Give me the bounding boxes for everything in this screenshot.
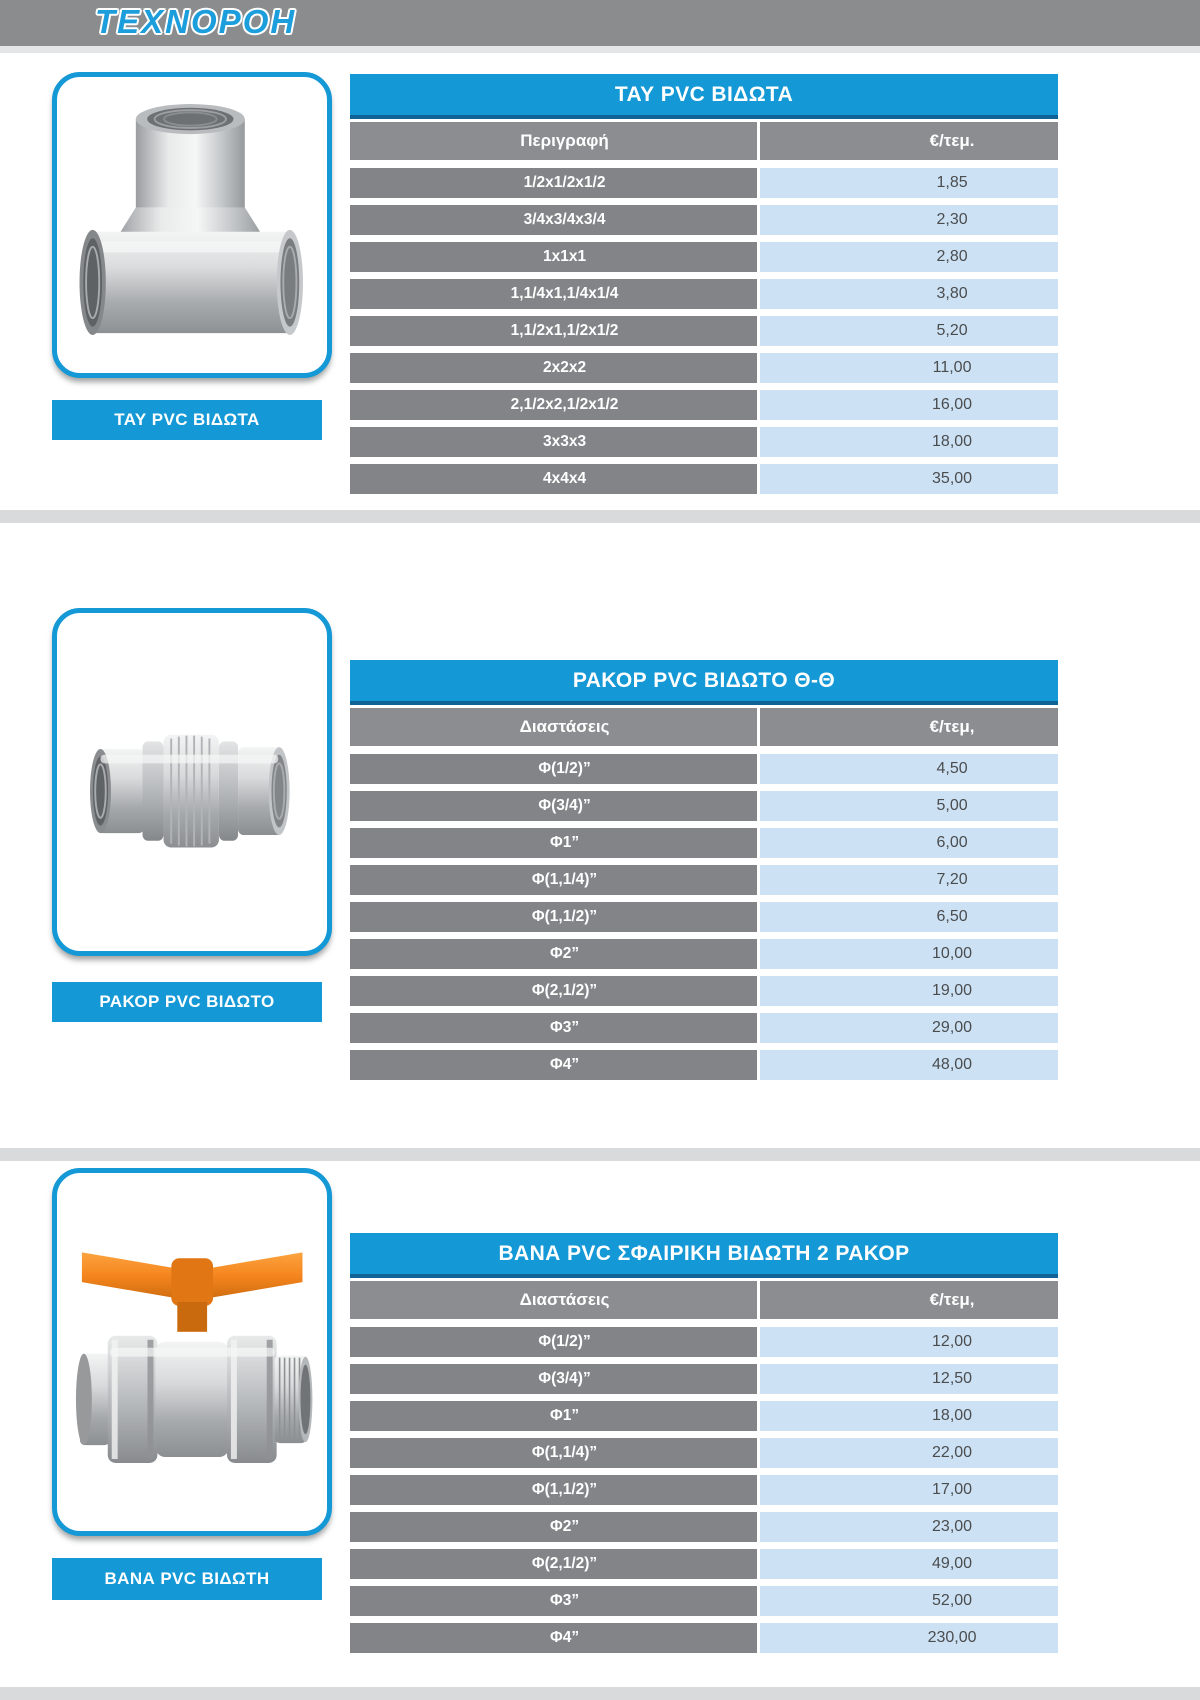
- size-cell: Φ(3/4)”: [350, 1364, 757, 1394]
- product-caption: ΤΑΥ PVC ΒΙΔΩΤΑ: [114, 410, 260, 429]
- table-row: [350, 279, 1058, 309]
- price-cell: 19,00: [760, 976, 1058, 1006]
- size-cell: Φ1”: [350, 1401, 757, 1431]
- product-caption-badge-tee: [52, 400, 322, 440]
- price-table-tee: [350, 74, 1058, 501]
- price-cell: 52,00: [760, 1586, 1058, 1616]
- price-cell: 23,00: [760, 1512, 1058, 1542]
- column-header-price: €/τεμ,: [760, 1281, 1058, 1319]
- price-cell: 10,00: [760, 939, 1058, 969]
- size-cell: Φ(1,1/2)”: [350, 902, 757, 932]
- price-cell: 35,00: [760, 464, 1058, 494]
- table-row: [350, 828, 1058, 858]
- size-cell: 2,1/2x2,1/2x1/2: [350, 390, 757, 420]
- size-cell: 1,1/4x1,1/4x1/4: [350, 279, 757, 309]
- size-cell: Φ3”: [350, 1013, 757, 1043]
- size-cell: Φ(1/2)”: [350, 1327, 757, 1357]
- size-cell: 3/4x3/4x3/4: [350, 205, 757, 235]
- table-row: [350, 316, 1058, 346]
- table-header-row: [350, 122, 1058, 160]
- price-cell: 12,50: [760, 1364, 1058, 1394]
- price-cell: 49,00: [760, 1549, 1058, 1579]
- column-header-dimensions: Διαστάσεις: [350, 1281, 757, 1319]
- product-caption-badge-union: [52, 982, 322, 1022]
- table-row: [350, 390, 1058, 420]
- column-header-dimensions: Διαστάσεις: [350, 708, 757, 746]
- price-cell: 230,00: [760, 1623, 1058, 1653]
- table-row: [350, 464, 1058, 494]
- table-row: [350, 1549, 1058, 1579]
- brand-logo: ΤΕΧΝΟΡΟΗ: [95, 3, 297, 40]
- size-cell: Φ4”: [350, 1050, 757, 1080]
- price-cell: 17,00: [760, 1475, 1058, 1505]
- price-cell: 1,85: [760, 168, 1058, 198]
- price-cell: 18,00: [760, 427, 1058, 457]
- table-row: [350, 205, 1058, 235]
- table-row: [350, 1512, 1058, 1542]
- price-table-union: [350, 660, 1058, 1087]
- size-cell: Φ(1,1/2)”: [350, 1475, 757, 1505]
- price-cell: 16,00: [760, 390, 1058, 420]
- ball-valve-image: [68, 1187, 316, 1516]
- size-cell: 4x4x4: [350, 464, 757, 494]
- price-cell: 6,50: [760, 902, 1058, 932]
- union-fitting-image: [68, 627, 316, 938]
- table-body: [350, 1327, 1058, 1653]
- table-row: [350, 1401, 1058, 1431]
- page-footer-bar: [0, 1687, 1200, 1700]
- price-table-valve: [350, 1233, 1058, 1660]
- table-title: ΡΑΚΟΡ PVC ΒΙΔΩΤΟ Θ-Θ: [350, 660, 1058, 705]
- price-cell: 11,00: [760, 353, 1058, 383]
- table-row: [350, 1364, 1058, 1394]
- price-cell: 3,80: [760, 279, 1058, 309]
- size-cell: 1/2x1/2x1/2: [350, 168, 757, 198]
- price-cell: 6,00: [760, 828, 1058, 858]
- table-row: [350, 1438, 1058, 1468]
- size-cell: 2x2x2: [350, 353, 757, 383]
- product-image-card-tee: [52, 72, 332, 378]
- table-title: ΤΑΥ PVC ΒΙΔΩΤΑ: [350, 74, 1058, 119]
- size-cell: 1,1/2x1,1/2x1/2: [350, 316, 757, 346]
- table-row: [350, 353, 1058, 383]
- table-row: [350, 865, 1058, 895]
- product-image-card-union: [52, 608, 332, 956]
- table-header-row: [350, 708, 1058, 746]
- price-cell: 5,00: [760, 791, 1058, 821]
- size-cell: Φ2”: [350, 1512, 757, 1542]
- size-cell: 1x1x1: [350, 242, 757, 272]
- price-cell: 7,20: [760, 865, 1058, 895]
- size-cell: Φ3”: [350, 1586, 757, 1616]
- price-cell: 18,00: [760, 1401, 1058, 1431]
- table-row: [350, 902, 1058, 932]
- table-header-row: [350, 1281, 1058, 1319]
- column-header-description: Περιγραφή: [350, 122, 757, 160]
- table-body: [350, 754, 1058, 1080]
- table-row: [350, 1050, 1058, 1080]
- tee-fitting-image: [68, 89, 316, 361]
- price-cell: 5,20: [760, 316, 1058, 346]
- price-cell: 22,00: [760, 1438, 1058, 1468]
- table-row: [350, 1586, 1058, 1616]
- table-row: [350, 168, 1058, 198]
- table-row: [350, 976, 1058, 1006]
- size-cell: Φ(2,1/2)”: [350, 976, 757, 1006]
- table-row: [350, 427, 1058, 457]
- product-caption: ΡΑΚΟΡ PVC ΒΙΔΩΤΟ: [99, 992, 275, 1011]
- size-cell: Φ1”: [350, 828, 757, 858]
- table-row: [350, 242, 1058, 272]
- size-cell: Φ2”: [350, 939, 757, 969]
- table-row: [350, 1475, 1058, 1505]
- price-cell: 12,00: [760, 1327, 1058, 1357]
- table-row: [350, 1623, 1058, 1653]
- column-header-price: €/τεμ,: [760, 708, 1058, 746]
- price-cell: 4,50: [760, 754, 1058, 784]
- table-body: [350, 168, 1058, 494]
- size-cell: Φ(2,1/2)”: [350, 1549, 757, 1579]
- column-header-price: €/τεμ.: [760, 122, 1058, 160]
- product-caption: ΒΑΝΑ PVC ΒΙΔΩΤΗ: [104, 1569, 270, 1588]
- table-row: [350, 754, 1058, 784]
- size-cell: Φ(1,1/4)”: [350, 865, 757, 895]
- section-divider-2: [0, 1148, 1200, 1161]
- table-row: [350, 1327, 1058, 1357]
- price-cell: 29,00: [760, 1013, 1058, 1043]
- size-cell: Φ4”: [350, 1623, 757, 1653]
- size-cell: Φ(3/4)”: [350, 791, 757, 821]
- size-cell: 3x3x3: [350, 427, 757, 457]
- product-image-card-valve: [52, 1168, 332, 1536]
- header-divider: [0, 46, 1200, 53]
- product-caption-badge-valve: [52, 1558, 322, 1600]
- price-cell: 2,30: [760, 205, 1058, 235]
- table-title: ΒΑΝΑ PVC ΣΦΑΙΡΙΚΗ ΒΙΔΩΤΗ 2 ΡΑΚΟΡ: [350, 1233, 1058, 1278]
- table-row: [350, 791, 1058, 821]
- table-row: [350, 1013, 1058, 1043]
- table-row: [350, 939, 1058, 969]
- section-divider-1: [0, 510, 1200, 523]
- price-cell: 48,00: [760, 1050, 1058, 1080]
- size-cell: Φ(1,1/4)”: [350, 1438, 757, 1468]
- size-cell: Φ(1/2)”: [350, 754, 757, 784]
- price-cell: 2,80: [760, 242, 1058, 272]
